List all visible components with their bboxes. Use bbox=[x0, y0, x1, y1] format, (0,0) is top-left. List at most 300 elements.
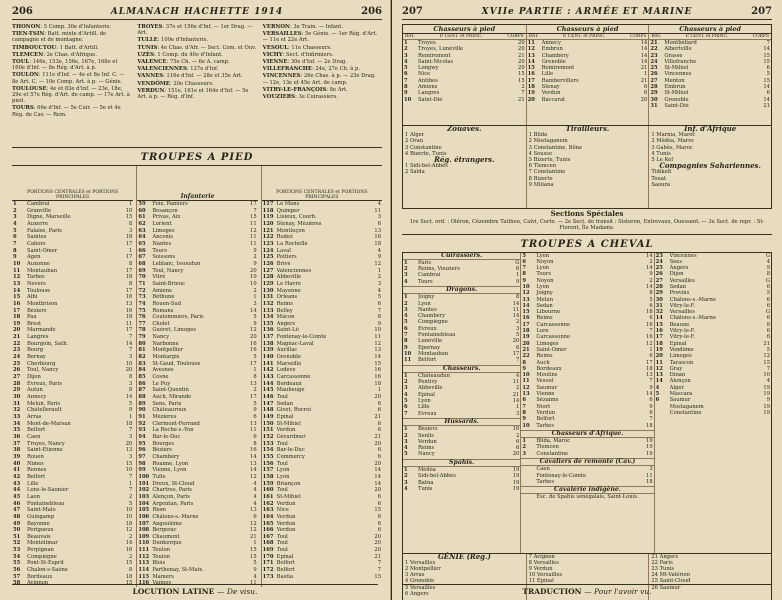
garrison-name: Belfort bbox=[276, 560, 295, 567]
regiment-number: 40 bbox=[13, 460, 21, 467]
regiment-number: 144 bbox=[262, 380, 274, 387]
regiment-number: 112 bbox=[138, 553, 150, 560]
regiment-number: 12 bbox=[522, 384, 530, 391]
garrison-name: Nice bbox=[418, 71, 431, 78]
corps-number: 14 bbox=[125, 394, 133, 401]
garrison-name: Blois bbox=[152, 560, 166, 567]
garrison-name: Grenoble bbox=[276, 354, 301, 361]
garrison-name: Antibes bbox=[418, 77, 438, 84]
garrison-name: Aurillac bbox=[276, 347, 298, 354]
regiment-number: 110 bbox=[138, 540, 150, 547]
garrison-name: Digne, Marseille bbox=[27, 214, 71, 221]
corps-number: 9 bbox=[253, 567, 257, 574]
table-row bbox=[12, 560, 133, 567]
list-item: 22 Paris bbox=[651, 559, 673, 566]
regiment-number: 18 bbox=[13, 314, 21, 321]
garrison-name: Lyon bbox=[536, 265, 550, 272]
corps-number: 16 bbox=[646, 321, 653, 328]
garrison-name: Tarbes bbox=[27, 274, 45, 281]
table-row bbox=[137, 394, 257, 401]
regiment-number: 7 bbox=[522, 403, 526, 410]
left-page-number: 206 bbox=[12, 6, 33, 17]
corps-number: 12 bbox=[250, 327, 257, 334]
regiment-number: 159 bbox=[262, 480, 274, 487]
table-row bbox=[403, 279, 520, 285]
corps-number: 8 bbox=[253, 374, 257, 381]
regiment-number: 125 bbox=[262, 254, 274, 261]
table-row bbox=[137, 228, 257, 235]
corps-number: 9 bbox=[516, 278, 520, 285]
garrison-name: Béziers bbox=[418, 426, 438, 433]
list-item: 2 Montpellier bbox=[405, 565, 441, 572]
corps-number: 13 bbox=[374, 347, 381, 354]
regiment-number: 6 bbox=[655, 397, 660, 404]
corps-number: 8 bbox=[516, 294, 520, 301]
garrison-name: Sedan bbox=[536, 302, 553, 309]
garrison-name: Toul, Nancy bbox=[152, 267, 184, 274]
garrison-name: Vannes bbox=[152, 580, 172, 587]
regiment-number: 115 bbox=[138, 573, 150, 580]
table-row bbox=[12, 567, 133, 574]
corps-number: 20 bbox=[518, 40, 525, 46]
regiment-number: 15 bbox=[655, 321, 663, 328]
corps-number: 7 bbox=[129, 427, 133, 434]
troupes-a-cheval-title: TROUPES A CHEVAL bbox=[520, 238, 654, 250]
regiment-number: 76 bbox=[138, 314, 146, 321]
regiment-number: 4 bbox=[404, 391, 408, 398]
corps-number: 8 bbox=[129, 387, 133, 394]
regiment-number: 146 bbox=[262, 394, 274, 401]
list-item: 1 Marnia, Maroc bbox=[651, 132, 696, 139]
garrison-entry bbox=[12, 105, 131, 117]
table-row bbox=[137, 321, 257, 328]
garrison-name: Montbrison bbox=[27, 300, 58, 307]
garrison-name: Libourne bbox=[536, 309, 561, 316]
left-footer bbox=[12, 584, 378, 596]
regiment-number: 167 bbox=[262, 533, 274, 540]
regiment-number: 13 bbox=[13, 280, 21, 287]
regiment-number: 29 bbox=[13, 387, 21, 394]
table-row bbox=[262, 301, 382, 308]
garrison-city: TROYES bbox=[137, 24, 163, 30]
table-row bbox=[137, 261, 257, 268]
table-row bbox=[262, 334, 382, 341]
regiment-number: 20 bbox=[522, 340, 530, 347]
garrison-name: Reims bbox=[418, 445, 435, 452]
garrison-name: St-Mihiel bbox=[664, 90, 689, 97]
garrison-name: Troyes, Nancy bbox=[27, 440, 65, 447]
regiment-number: 8 bbox=[13, 247, 17, 254]
regiment-number: 35 bbox=[13, 427, 21, 434]
table-row bbox=[137, 507, 257, 514]
corps-number: 20 bbox=[518, 65, 525, 72]
table-row bbox=[262, 248, 382, 255]
garrison-name: Béziers bbox=[27, 307, 47, 314]
garrison-name: Verdun bbox=[276, 520, 296, 527]
list-item: Touat bbox=[651, 175, 667, 182]
regiment-number: 4 bbox=[404, 485, 408, 492]
regiment-number: 97 bbox=[138, 453, 146, 460]
list-item: 4 Tunis bbox=[651, 150, 671, 157]
corps-number: 6 bbox=[377, 520, 381, 527]
garrison-name: Troyes, Lunéville bbox=[418, 46, 464, 53]
garrison-name: Reims bbox=[536, 353, 553, 360]
corps-number: 7 bbox=[129, 334, 133, 341]
corps-number: 20 bbox=[374, 460, 381, 467]
garrison-name: Mayenne bbox=[276, 287, 301, 294]
regiment-number: 8 bbox=[404, 338, 408, 345]
garrison-name: Saintes bbox=[27, 234, 47, 241]
garrison-name: Lille bbox=[418, 404, 430, 411]
table-row bbox=[12, 294, 133, 301]
corps-number: 6 bbox=[377, 513, 381, 520]
corps-number: 18 bbox=[125, 314, 133, 321]
garrison-name: Bastia bbox=[276, 573, 294, 580]
garrison-name: Lyon bbox=[536, 283, 550, 290]
garrison-name: Vienne bbox=[536, 391, 555, 398]
garrison-name: Blida, Maroc bbox=[536, 438, 571, 445]
corps-number: 12 bbox=[250, 227, 257, 234]
garrison-name: Embrun bbox=[664, 84, 686, 91]
garrison-name: Montauban bbox=[27, 267, 58, 274]
list-item: 3 Constantine, Bône bbox=[528, 144, 583, 151]
category-heading: Cavaliers de remonte (Cav.) bbox=[521, 458, 653, 466]
corps-number: 11 bbox=[374, 334, 381, 341]
right-page-number: 207 bbox=[402, 6, 423, 17]
garrison-name: Saint-Nicolas bbox=[418, 58, 454, 65]
regiment-number: 21 bbox=[650, 40, 658, 46]
regiment-number: 172 bbox=[262, 567, 274, 574]
regiment-number: 11 bbox=[13, 267, 21, 274]
table-row bbox=[262, 567, 382, 574]
regiment-number: 30 bbox=[650, 96, 658, 103]
corps-number: 10 bbox=[250, 274, 257, 281]
corps-number: 2 bbox=[521, 84, 525, 91]
regiment-number: 23 bbox=[655, 252, 663, 259]
corps-number: 18 bbox=[646, 478, 653, 485]
regiment-number: 89 bbox=[138, 400, 146, 407]
corps-number: 15 bbox=[763, 359, 770, 366]
list-item: 1 Sidi-bel-Abbès bbox=[405, 163, 448, 170]
garrison-name: Grasse bbox=[664, 52, 683, 59]
corps-number: 7 bbox=[521, 90, 525, 97]
garrison-name: Saint-Malo bbox=[27, 507, 56, 514]
corps-number: 1 bbox=[253, 367, 257, 374]
regiment-number: 3 bbox=[13, 214, 17, 221]
garrison-units: : 11e Chasseurs. bbox=[288, 44, 332, 51]
garrison-units: : 146e, 153e, 156e, 167e, 168e et 160e d'Inf. — 8e Rég. d'Art. à p. bbox=[12, 59, 118, 72]
regiment-number: 143 bbox=[262, 374, 274, 381]
table-row bbox=[262, 361, 382, 368]
garrison-name: Lyon bbox=[276, 467, 290, 474]
table-row bbox=[262, 241, 382, 248]
table-row bbox=[12, 374, 133, 381]
corps-number: 5 bbox=[516, 332, 520, 339]
regiment-number: 16 bbox=[13, 300, 21, 307]
garrison-column bbox=[137, 24, 256, 144]
garrison-name: Dreux, St-Cloud bbox=[152, 480, 195, 487]
regiment-number: 1 bbox=[404, 426, 408, 433]
regiment-number: 20 bbox=[13, 327, 21, 334]
regiment-number: 17 bbox=[522, 321, 530, 328]
garrison-name: Bergerac bbox=[152, 527, 177, 534]
table-row bbox=[12, 268, 133, 275]
corps-number: 6 bbox=[377, 420, 381, 427]
garrison-name: Cosne bbox=[152, 374, 169, 381]
corps-number: 15 bbox=[125, 214, 133, 221]
corps-number: 21 bbox=[640, 65, 648, 72]
regiment-number: 168 bbox=[262, 540, 274, 547]
regiment-number: 6 bbox=[522, 258, 526, 265]
regiment-number: 72 bbox=[138, 287, 146, 294]
garrison-city: THONON bbox=[12, 24, 41, 30]
regiment-number: 19 bbox=[527, 90, 535, 97]
garrison-entry bbox=[12, 72, 131, 84]
list-item: 2 Saïda bbox=[405, 169, 425, 176]
garrison-units: : 127e d'Inf. bbox=[186, 66, 219, 73]
regiment-number: 22 bbox=[522, 353, 530, 360]
table-row bbox=[12, 527, 133, 534]
garrison-units: : 26e Chas. à p. — 23e Drag. — 12e, 13e et 45e Art. de camp. bbox=[262, 73, 376, 86]
regiment-number: 13 bbox=[522, 296, 530, 303]
garrison-name: Rambervillers bbox=[541, 77, 579, 84]
corps-number: 1 bbox=[516, 404, 520, 411]
table-row bbox=[12, 347, 133, 354]
regiment-number: 123 bbox=[262, 240, 274, 247]
corps-number: 3 bbox=[377, 214, 381, 221]
corps-number: 6 bbox=[516, 438, 520, 445]
garrison-name: Montauban bbox=[418, 350, 449, 357]
garrison-name: Pau bbox=[27, 314, 37, 321]
corps-number: 20 bbox=[250, 334, 257, 341]
corps-number: 11 bbox=[374, 207, 381, 214]
garrison-list bbox=[12, 24, 382, 148]
corps-number: 17 bbox=[125, 240, 133, 247]
garrison-name: Riom bbox=[152, 507, 166, 514]
table-row bbox=[527, 97, 649, 103]
corps-number: 10 bbox=[763, 372, 770, 379]
corps-number: 14 bbox=[646, 265, 653, 272]
corps-number: 3 bbox=[129, 354, 133, 361]
garrison-name: Sedan bbox=[276, 400, 294, 407]
garrison-name: Besançon bbox=[152, 207, 178, 214]
regiment-number: 5 bbox=[522, 252, 526, 259]
garrison-name: Épinal bbox=[418, 391, 435, 398]
corps-number: 7 bbox=[129, 473, 133, 480]
garrison-city: TOULOUSE bbox=[12, 85, 47, 92]
corps-number: 18 bbox=[125, 573, 133, 580]
regiment-number: 92 bbox=[138, 420, 146, 427]
corps-number: 13 bbox=[250, 420, 257, 427]
list-item: 1 Alger bbox=[405, 132, 425, 139]
regiment-number: 132 bbox=[262, 300, 274, 307]
garrison-name: Verdun bbox=[536, 409, 556, 416]
garrison-name: Montluçon bbox=[276, 227, 305, 234]
garrison-name: Châlons-s.-Marne bbox=[669, 315, 716, 322]
category-heading: Chasseurs. bbox=[403, 365, 520, 373]
list-item: 4 Bizerte, Tunis bbox=[405, 150, 447, 157]
list-item: 3 Arras bbox=[405, 572, 425, 579]
garrison-entry bbox=[137, 73, 256, 79]
garrison-name: Amiens bbox=[418, 84, 438, 91]
regiment-number: 1 bbox=[404, 294, 408, 301]
table-row bbox=[137, 527, 257, 534]
table-row bbox=[262, 521, 382, 528]
corps-number: 20 bbox=[518, 46, 525, 53]
corps-number: 11 bbox=[512, 306, 520, 313]
regiment-number: 25 bbox=[655, 265, 663, 272]
table-row bbox=[137, 314, 257, 321]
regiment-number: 46 bbox=[13, 500, 21, 507]
list-item: 6 Tlemcen bbox=[528, 163, 557, 170]
regiment-number: 5 bbox=[655, 391, 660, 398]
garrison-name: Laon bbox=[27, 493, 41, 500]
garrison-name: Montbéliard bbox=[664, 40, 697, 46]
corps-number: 15 bbox=[518, 71, 525, 78]
corps-number: 20 bbox=[250, 267, 257, 274]
table-row bbox=[12, 274, 133, 281]
corps-number: 11 bbox=[646, 472, 653, 479]
tirailleurs-block bbox=[526, 126, 649, 208]
table-row bbox=[262, 540, 382, 547]
garrison-city: VILLEFRANCHE bbox=[262, 66, 312, 73]
garrison-entry bbox=[12, 31, 131, 43]
corps-number: 9 bbox=[253, 247, 257, 254]
regiment-number: 15 bbox=[527, 65, 535, 72]
regiment-number: 66 bbox=[138, 247, 146, 254]
garrison-name: Verdun bbox=[276, 513, 296, 520]
regiment-number: 8 bbox=[522, 359, 526, 366]
regiment-number: 13 bbox=[655, 372, 663, 379]
regiment-number: 68 bbox=[138, 260, 146, 267]
left-footer-label: LOCUTION LATINE bbox=[132, 587, 215, 596]
corps-number: 9 bbox=[253, 260, 257, 267]
regiment-number: 80 bbox=[138, 340, 146, 347]
regiment-number: 4 bbox=[404, 313, 408, 320]
corps-number: 6 bbox=[649, 302, 653, 309]
regiment-number: 161 bbox=[262, 493, 274, 500]
corps-number: 14 bbox=[512, 300, 520, 307]
corps-number: 1 bbox=[377, 387, 381, 394]
garrison-name: Marmande bbox=[27, 327, 56, 334]
table-row bbox=[137, 427, 257, 434]
garrison-city: TULLE bbox=[137, 37, 158, 44]
garrison-name: Fontenay-le-Comte bbox=[536, 472, 587, 479]
regiment-number: 39 bbox=[13, 453, 21, 460]
garrison-name: Privas, Aix bbox=[152, 214, 181, 221]
garrison-name: Saumur bbox=[669, 397, 691, 404]
regiment-number: 27 bbox=[13, 374, 21, 381]
list-item: 8 Bizerte bbox=[528, 175, 553, 182]
infantry-column-3 bbox=[261, 166, 382, 587]
garrison-name: Vincennes bbox=[669, 252, 697, 259]
corps-number: 14 bbox=[250, 307, 257, 314]
garrison-name: Romans bbox=[152, 307, 174, 314]
table-row bbox=[12, 208, 133, 215]
garrison-name: Belfort bbox=[276, 567, 295, 574]
garrison-units: : 111e d'Inf. — 4e et 8e Inf. C. — 8e Art. C. — 10e Comp. Art. à p. — Génie. bbox=[12, 72, 125, 85]
regiment-number: 7 bbox=[404, 332, 408, 339]
corps-number: 14 bbox=[125, 340, 133, 347]
garrison-name: Mamers bbox=[152, 573, 174, 580]
regiment-number: 121 bbox=[262, 227, 274, 234]
garrison-name: Béthune bbox=[152, 294, 175, 301]
corps-number: 21 bbox=[512, 391, 520, 398]
corps-number: 17 bbox=[250, 360, 257, 367]
corps-number: 19 bbox=[763, 391, 770, 398]
corps-number: 17 bbox=[512, 350, 520, 357]
table-row bbox=[403, 451, 520, 457]
corps-number: 17 bbox=[250, 394, 257, 401]
corps-number: 7 bbox=[129, 487, 133, 494]
garrison-name: Vitry-le-F. bbox=[669, 302, 696, 309]
table-row bbox=[137, 401, 257, 408]
garrison-units: : 5e Génie. — 1er Rég. d'Art. — 11e et 22e Art. bbox=[262, 31, 378, 44]
regiment-number: 171 bbox=[262, 560, 274, 567]
corps-number: 1 bbox=[644, 71, 648, 78]
regiment-number: 10 bbox=[522, 372, 530, 379]
corps-number: 14 bbox=[640, 46, 648, 53]
corps-number: 12 bbox=[763, 353, 770, 360]
regiment-number: 37 bbox=[13, 440, 21, 447]
right-footer-text: — Pour l'avoir vu. bbox=[584, 587, 652, 596]
regiment-number: 100 bbox=[138, 473, 150, 480]
regiment-number: 155 bbox=[262, 453, 274, 460]
regiment-number: 136 bbox=[262, 327, 274, 334]
regiment-number: 53 bbox=[13, 547, 21, 554]
table-row bbox=[403, 486, 520, 492]
garrison-name: Fontenay-le-Comte bbox=[276, 334, 327, 341]
corps-number: 19 bbox=[763, 384, 770, 391]
garrison-city: VIENNE bbox=[262, 59, 288, 66]
corps-number: 14 bbox=[374, 473, 381, 480]
table-row bbox=[12, 301, 133, 308]
corps-number: 14 bbox=[250, 453, 257, 460]
corps-number: 6 bbox=[516, 344, 520, 351]
regiment-number: 102 bbox=[138, 487, 150, 494]
table-row bbox=[262, 234, 382, 241]
regiment-number: 20 bbox=[655, 353, 663, 360]
garrison-units: : 37e et 156e d'Inf. — 1er Drag. — Art. bbox=[137, 24, 253, 37]
regiment-number: 82 bbox=[138, 354, 146, 361]
garrison-name: Châlons-s.-Marne bbox=[152, 513, 199, 520]
corps-number: 20 bbox=[374, 440, 381, 447]
garrison-name: Toulon bbox=[152, 553, 170, 560]
corps-number bbox=[639, 494, 653, 500]
garrison-name: Remiremont bbox=[418, 52, 451, 59]
garrison-name: Esc. de Spahis sénégalais, Saint-Louis. bbox=[536, 494, 639, 501]
garrison-name: Belfort bbox=[27, 427, 46, 434]
garrison-entry bbox=[137, 45, 256, 51]
garrison-name: Coulommiers, Paris bbox=[152, 314, 204, 321]
garrison-name: Verdun bbox=[276, 527, 296, 534]
afrique-title: Inf. d'Afrique bbox=[684, 124, 737, 133]
corps-number: 1 bbox=[129, 414, 133, 420]
regiment-number: 19 bbox=[13, 320, 21, 327]
garrison-name: Saumur bbox=[536, 384, 558, 391]
corps-number: 16 bbox=[646, 334, 653, 341]
regiment-number: 29 bbox=[650, 90, 658, 97]
table-row bbox=[12, 441, 133, 448]
sahariennes-title: Compagnies Sahariennes. bbox=[659, 161, 761, 171]
table-row bbox=[12, 494, 133, 501]
table-row bbox=[12, 314, 133, 321]
corps-number: 17 bbox=[250, 201, 257, 207]
garrison-name: Reims, Vouziers bbox=[418, 266, 460, 273]
table-row bbox=[137, 294, 257, 301]
garrison-name: Nantes bbox=[152, 240, 172, 247]
corps-number: 11 bbox=[250, 427, 257, 434]
